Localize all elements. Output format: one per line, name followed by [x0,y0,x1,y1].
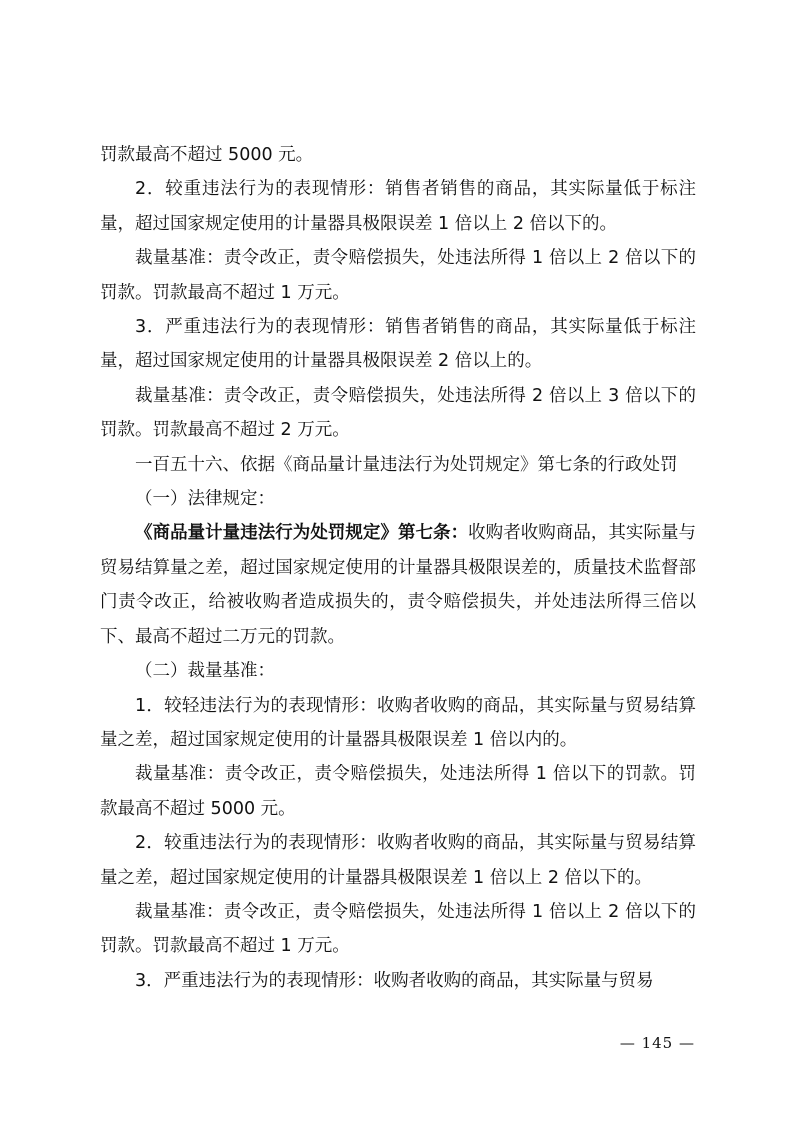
paragraph-text: 1．较轻违法行为的表现情形：收购者收购的商品，其实际量与贸易结算量之差，超过国家规定使用的计量器具极限误差 1 倍以内的。 [100,695,696,750]
paragraph-text: 裁量基准：责令改正，责令赔偿损失，处违法所得 1 倍以上 2 倍以下的罚款。罚款最高不超过 1 万元。 [100,901,696,957]
paragraph [100,826,696,895]
paragraph [100,689,696,758]
paragraph-text: 2．较重违法行为的表现情形：销售者销售的商品，其实际量低于标注量，超过国家规定使用的计量器具极限误差 1 倍以上 2 倍以下的。 [100,179,696,234]
paragraph [100,964,696,998]
subsection-heading [100,654,696,688]
paragraph [100,172,696,241]
paragraph-text: 2．较重违法行为的表现情形：收购者收购的商品，其实际量与贸易结算量之差，超过国家规定使用的计量器具极限误差 1 倍以上 2 倍以下的。 [100,833,696,888]
paragraph-text: 罚款最高不超过 5000 元。 [100,145,314,165]
paragraph-text: 3．严重违法行为的表现情形：销售者销售的商品，其实际量低于标注量，超过国家规定使用的计量器具极限误差 2 倍以上的。 [100,317,696,372]
subsection-heading [100,482,696,516]
page-number: — 145 — [619,1034,695,1052]
paragraph-text: 3．严重违法行为的表现情形：收购者收购的商品，其实际量与贸易 [135,970,654,991]
paragraph [100,895,696,964]
paragraph-text: 裁量基准：责令改正，责令赔偿损失，处违法所得 1 倍以下的罚款。罚款最高不超过 5000 元。 [100,764,696,819]
paragraph [100,757,696,826]
paragraph [100,241,696,310]
section-heading-text: 一百五十六、依据《商品量计量违法行为处罚规定》第七条的行政处罚 [135,454,678,475]
document-body [100,138,696,998]
paragraph [100,310,696,379]
paragraph-text: 裁量基准：责令改正，责令赔偿损失，处违法所得 2 倍以上 3 倍以下的罚款。罚款最高不超过 2 万元。 [100,385,696,441]
section-heading [100,448,696,482]
paragraph-text: 裁量基准：责令改正，责令赔偿损失，处违法所得 1 倍以上 2 倍以下的罚款。罚款最高不超过 1 万元。 [100,248,696,303]
subsection-heading-text: （一）法律规定： [135,489,275,510]
subsection-heading-text: （二）裁量基准： [135,661,275,682]
paragraph-text: 收购者收购商品，其实际量与贸易结算量之差，超过国家规定使用的计量器具极限误差的，质量技术监督部门责令改正，给被收购者造成损失的，责令赔偿损失，并处违法所得三倍以下、最高不超过二万元的罚款。 [100,523,697,647]
paragraph [100,138,696,172]
paragraph [100,516,696,654]
article-citation: 《商品量计量违法行为处罚规定》第七条： [135,523,469,544]
paragraph [100,379,696,448]
